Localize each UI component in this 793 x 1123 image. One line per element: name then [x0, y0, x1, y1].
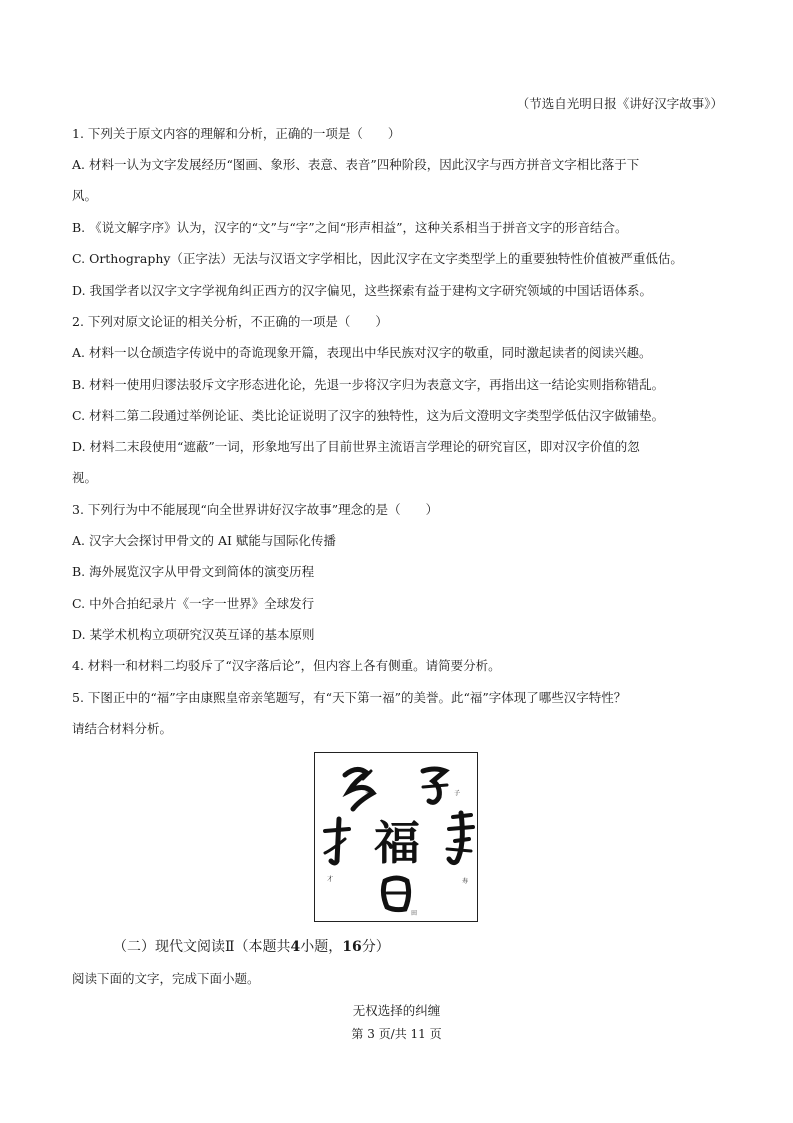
option-line: D. 我国学者以汉字文字学视角纠正西方的汉字偏见，这些探索有益于建构文字研究领域的中国话语体系。	[72, 283, 653, 298]
label-tian: 田	[411, 910, 418, 917]
reading-instruction: 阅读下面的文字，完成下面小题。	[72, 971, 260, 986]
page-number: 第 3 页/共 11 页	[351, 1027, 442, 1041]
calligraphy-strokes	[315, 753, 476, 920]
question-line: 1. 下列关于原文内容的理解和分析，正确的一项是（ ）	[72, 126, 401, 141]
option-line: C. 中外合拍纪录片《一字一世界》全球发行	[72, 596, 315, 611]
question-line: 4. 材料一和材料二均驳斥了“汉字落后论”，但内容上各有侧重。请简要分析。	[72, 658, 501, 673]
points-value: 16	[342, 939, 362, 955]
option-line: 视。	[72, 470, 98, 485]
question-line: 2. 下列对原文论证的相关分析，不正确的一项是（ ）	[72, 314, 388, 329]
option-line: A. 材料一以仓颉造字传说中的奇诡现象开篇，表现出中华民族对汉字的敬重，同时激起读者的阅读兴趣。	[72, 345, 652, 360]
question-line: 5. 下图正中的“福”字由康熙皇帝亲笔题写，有“天下第一福”的美誉。此“福”字体现了哪些汉字特性？	[72, 690, 627, 705]
source-note: （节选自光明日报《讲好汉字故事》）	[516, 96, 723, 111]
question-count: 4	[290, 939, 301, 955]
option-line: 风。	[72, 188, 98, 203]
essay-title: 无权选择的纠缠	[352, 1003, 441, 1018]
option-line: A. 材料一认为文字发展经历“图画、象形、表意、表音”四种阶段，因此汉字与西方拼音文字相比落于下	[72, 157, 640, 172]
option-line: C. 材料二第二段通过举例论证、类比论证说明了汉字的独特性，这为后文澄明文字类型学低估汉字做铺垫。	[72, 408, 665, 423]
section-heading-middle: 小题，	[300, 939, 343, 955]
option-line: B. 海外展览汉字从甲骨文到简体的演变历程	[72, 564, 315, 579]
section-heading-prefix: （二）现代文阅读Ⅱ（本题共	[113, 939, 291, 955]
option-line: B. 材料一使用归谬法驳斥文字形态进化论，先退一步将汉字归为表意文字，再指出这一结论实则指称错乱。	[72, 377, 665, 392]
option-line: D. 某学术机构立项研究汉英互译的基本原则	[72, 627, 315, 642]
section-heading	[113, 936, 390, 956]
question-line: 3. 下列行为中不能展现“向全世界讲好汉字故事”理念的是（ ）	[72, 502, 439, 517]
option-line: B. 《说文解字序》认为，汉字的“文”与“字”之间“形声相益”，这种关系相当于拼音文字的形音结合。	[72, 220, 628, 235]
calligraphy-fu-figure	[314, 752, 478, 922]
label-zi: 子	[454, 790, 461, 797]
label-cai: 才	[327, 876, 334, 883]
label-duo: 多	[365, 790, 372, 797]
section-heading-suffix: 分）	[361, 939, 390, 955]
option-line: C. Orthography（正字法）无法与汉语文字学相比，因此汉字在文字类型学上的重要独特性价值被严重低估。	[72, 251, 683, 266]
question-line: 请结合材料分析。	[72, 721, 173, 736]
label-shou: 寿	[462, 878, 469, 885]
option-line: A. 汉字大会探讨甲骨文的 AI 赋能与国际化传播	[72, 533, 336, 548]
fu-center-character: 福	[374, 816, 420, 870]
option-line: D. 材料二末段使用“遮蔽”一词，形象地写出了目前世界主流语言学理论的研究盲区，即对汉字价值的忽	[72, 439, 640, 454]
